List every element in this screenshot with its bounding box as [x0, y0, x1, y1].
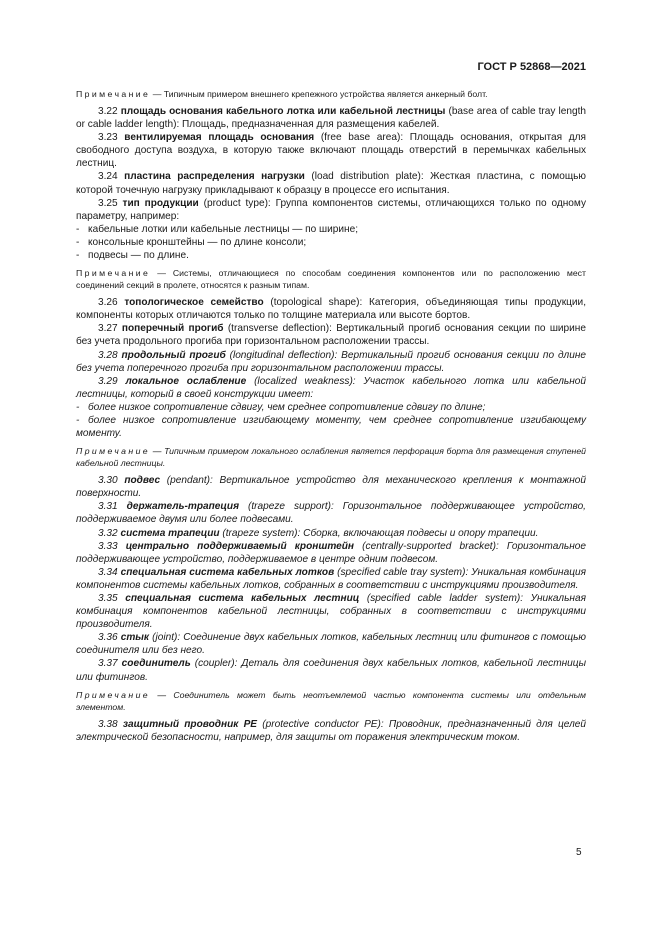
- term-3-38: [76, 718, 586, 744]
- term-title: система трапеции: [120, 527, 220, 539]
- term-definition: (base area of cable tray length or cable ladder length): Площадь, предназначенная для размещения кабелей.: [76, 106, 586, 131]
- dash-marker: -: [76, 236, 80, 248]
- term-3-29: [76, 375, 586, 401]
- term-title: локальное ослабление: [125, 375, 247, 387]
- term-number: 3.23: [98, 132, 125, 144]
- term-3-34: [76, 566, 586, 592]
- term-title: подвес: [124, 475, 161, 487]
- term-3-25: [76, 197, 586, 223]
- term-number: 3.34: [98, 566, 121, 578]
- term-title: специальная система кабельных лотков: [120, 566, 335, 578]
- term-3-30: [76, 474, 586, 500]
- term-title: пластина распределения нагрузки: [124, 171, 305, 183]
- term-number: 3.36: [98, 632, 121, 644]
- term-definition: (transverse deflection): Вертикальный прогиб основания секции по ширине без учета продольного прогиба при горизонтальном расположении трассы.: [76, 323, 586, 348]
- list-item: [76, 236, 586, 249]
- term-number: 3.33: [98, 540, 126, 552]
- note-text: — Соединитель может быть неотъемлемой частью компонента системы или отдельным элементом.: [76, 689, 586, 712]
- term-3-24: [76, 170, 586, 196]
- term-3-35: [76, 592, 586, 631]
- note-coupler: [76, 689, 586, 713]
- term-3-28: [76, 349, 586, 375]
- term-title: продольный прогиб: [121, 349, 226, 361]
- term-definition: (trapeze system): Сборка, включающая подвесы и опору трапеции.: [219, 527, 539, 539]
- page-number: 5: [576, 847, 582, 858]
- term-title: центрально поддерживаемый кронштейн: [125, 540, 355, 552]
- term-definition: (protective conductor PE): Проводник, предназначенный для целей электрической безопасности, например, для защиты от поражения электрическим током.: [76, 718, 586, 743]
- term-title: поперечный прогиб: [121, 323, 224, 335]
- term-definition: (localized weakness): Участок кабельного лотка или кабельной лестницы, который в своей конструкции имеет:: [76, 375, 586, 400]
- note-connection-types: [76, 267, 586, 291]
- term-title: соединитель: [121, 658, 191, 670]
- term-title: стык: [120, 632, 150, 644]
- term-3-32: [76, 527, 586, 540]
- term-number: 3.38: [98, 718, 123, 730]
- term-number: 3.35: [98, 593, 126, 604]
- term-number: 3.24: [98, 171, 125, 183]
- term-3-22: [76, 105, 586, 131]
- note-external-fastener: [76, 88, 586, 100]
- term-definition: (product type): Группа компонентов системы, отличающихся только по одному параметру, например:: [76, 197, 587, 222]
- dash-marker: -: [76, 401, 80, 413]
- term-definition: (specified cable tray system): Уникальная комбинация компонентов системы кабельных лотков, собранных в соответствии с инструкциями производителя.: [76, 566, 587, 591]
- term-definition: (longitudinal deflection): Вертикальный прогиб основания секции по длине без учета поперечного прогиба при горизонтальном расположении трассы.: [76, 349, 586, 374]
- term-number: 3.30: [98, 475, 125, 487]
- note-text: — Типичным примером локального ослабления является перфорация борта для размещения ступеней кабельной лестницы.: [76, 446, 586, 469]
- term-title: защитный проводник PE: [122, 718, 258, 730]
- term-definition: (pendant): Вертикальное устройство для механического крепления к монтажной поверхности.: [76, 475, 587, 500]
- term-3-23: [76, 131, 586, 170]
- dash-marker: -: [76, 414, 80, 426]
- term-definition: (joint): Соединение двух кабельных лотков, кабельных лестниц или фитингов с помощью соединителя или без него.: [76, 632, 586, 657]
- note-text: — Системы, отличающиеся по способам соединения компонентов или по расположению мест соединений секций в пролете, относятся к разным типам.: [76, 268, 586, 291]
- dash-marker: -: [76, 250, 80, 262]
- term-3-33: [76, 540, 586, 566]
- term-number: 3.22: [98, 106, 121, 117]
- term-definition: (trapeze support): Горизонтальное поддерживающее устройство, поддерживаемое двумя или более подвесами.: [76, 501, 586, 526]
- note-label: Примечание: [76, 268, 151, 279]
- term-3-37: [76, 657, 586, 683]
- note-label: Примечание: [76, 689, 151, 700]
- term-title: топологическое семейство: [124, 297, 264, 309]
- term-title: вентилируемая площадь основания: [124, 132, 315, 144]
- term-3-31: [76, 500, 586, 526]
- term-number: 3.28: [98, 349, 122, 361]
- term-definition: (coupler): Деталь для соединения двух кабельных лотков, кабельной лестницы или фитингов.: [76, 658, 586, 683]
- list-item: [76, 401, 586, 414]
- list-item-text: кабельные лотки или кабельные лестницы — по ширине;: [88, 223, 359, 235]
- term-definition: (topological shape): Категория, объединяющая типы продукции, компоненты которых отличаются только по толщине материала или высоте бортов.: [76, 297, 586, 322]
- list-item: [76, 223, 586, 236]
- term-title: площадь основания кабельного лотка или кабельной лестницы: [120, 106, 446, 117]
- list-item: [76, 249, 586, 262]
- term-3-36: [76, 631, 586, 657]
- term-definition: (specified cable ladder system): Уникальная комбинация компонентов кабельной лестницы, собранных в соответствии с инструкциями производителя.: [76, 593, 586, 631]
- term-definition: (load distribution plate): Жесткая пластина, с помощью которой точечную нагрузку прикладывают к образцу в процессе его испытания.: [76, 171, 586, 196]
- note-label: Примечание: [76, 89, 151, 99]
- list-item-text: консольные кронштейны — по длине консоли;: [88, 236, 307, 248]
- term-number: 3.25: [98, 197, 123, 209]
- dash-marker: -: [76, 223, 80, 235]
- document-body: [76, 88, 586, 744]
- list-item-text: более низкое сопротивление сдвигу, чем среднее сопротивление сдвигу по длине;: [88, 401, 486, 413]
- list-item-text: подвесы — по длине.: [88, 250, 189, 262]
- note-localized-weakness: [76, 445, 586, 469]
- standard-designation: ГОСТ Р 52868—2021: [477, 61, 586, 73]
- term-number: 3.26: [98, 297, 125, 309]
- term-3-27: [76, 322, 586, 348]
- term-definition: (free base area): Площадь основания, открытая для свободного доступа воздуха, в которую также включают площадь отверстий в перемычках кабельных лестниц.: [76, 132, 586, 170]
- term-title: держатель-трапеция: [126, 501, 240, 513]
- list-item: [76, 414, 586, 440]
- term-number: 3.31: [98, 501, 127, 513]
- note-text: — Типичным примером внешнего крепежного устройства является анкерный болт.: [150, 89, 488, 99]
- term-number: 3.29: [98, 375, 126, 387]
- term-number: 3.27: [98, 323, 122, 335]
- term-number: 3.32: [98, 527, 121, 539]
- term-3-26: [76, 296, 586, 322]
- term-number: 3.37: [98, 658, 122, 670]
- term-title: специальная система кабельных лестниц: [125, 593, 360, 604]
- list-item-text: более низкое сопротивление изгибающему моменту, чем среднее сопротивление изгибающему моменту.: [76, 414, 586, 440]
- term-definition: (centrally-supported bracket): Горизонтальное поддерживающее устройство, поддерживаемое в центре одним подвесом.: [76, 540, 586, 565]
- note-label: Примечание: [76, 446, 151, 457]
- term-title: тип продукции: [122, 197, 199, 209]
